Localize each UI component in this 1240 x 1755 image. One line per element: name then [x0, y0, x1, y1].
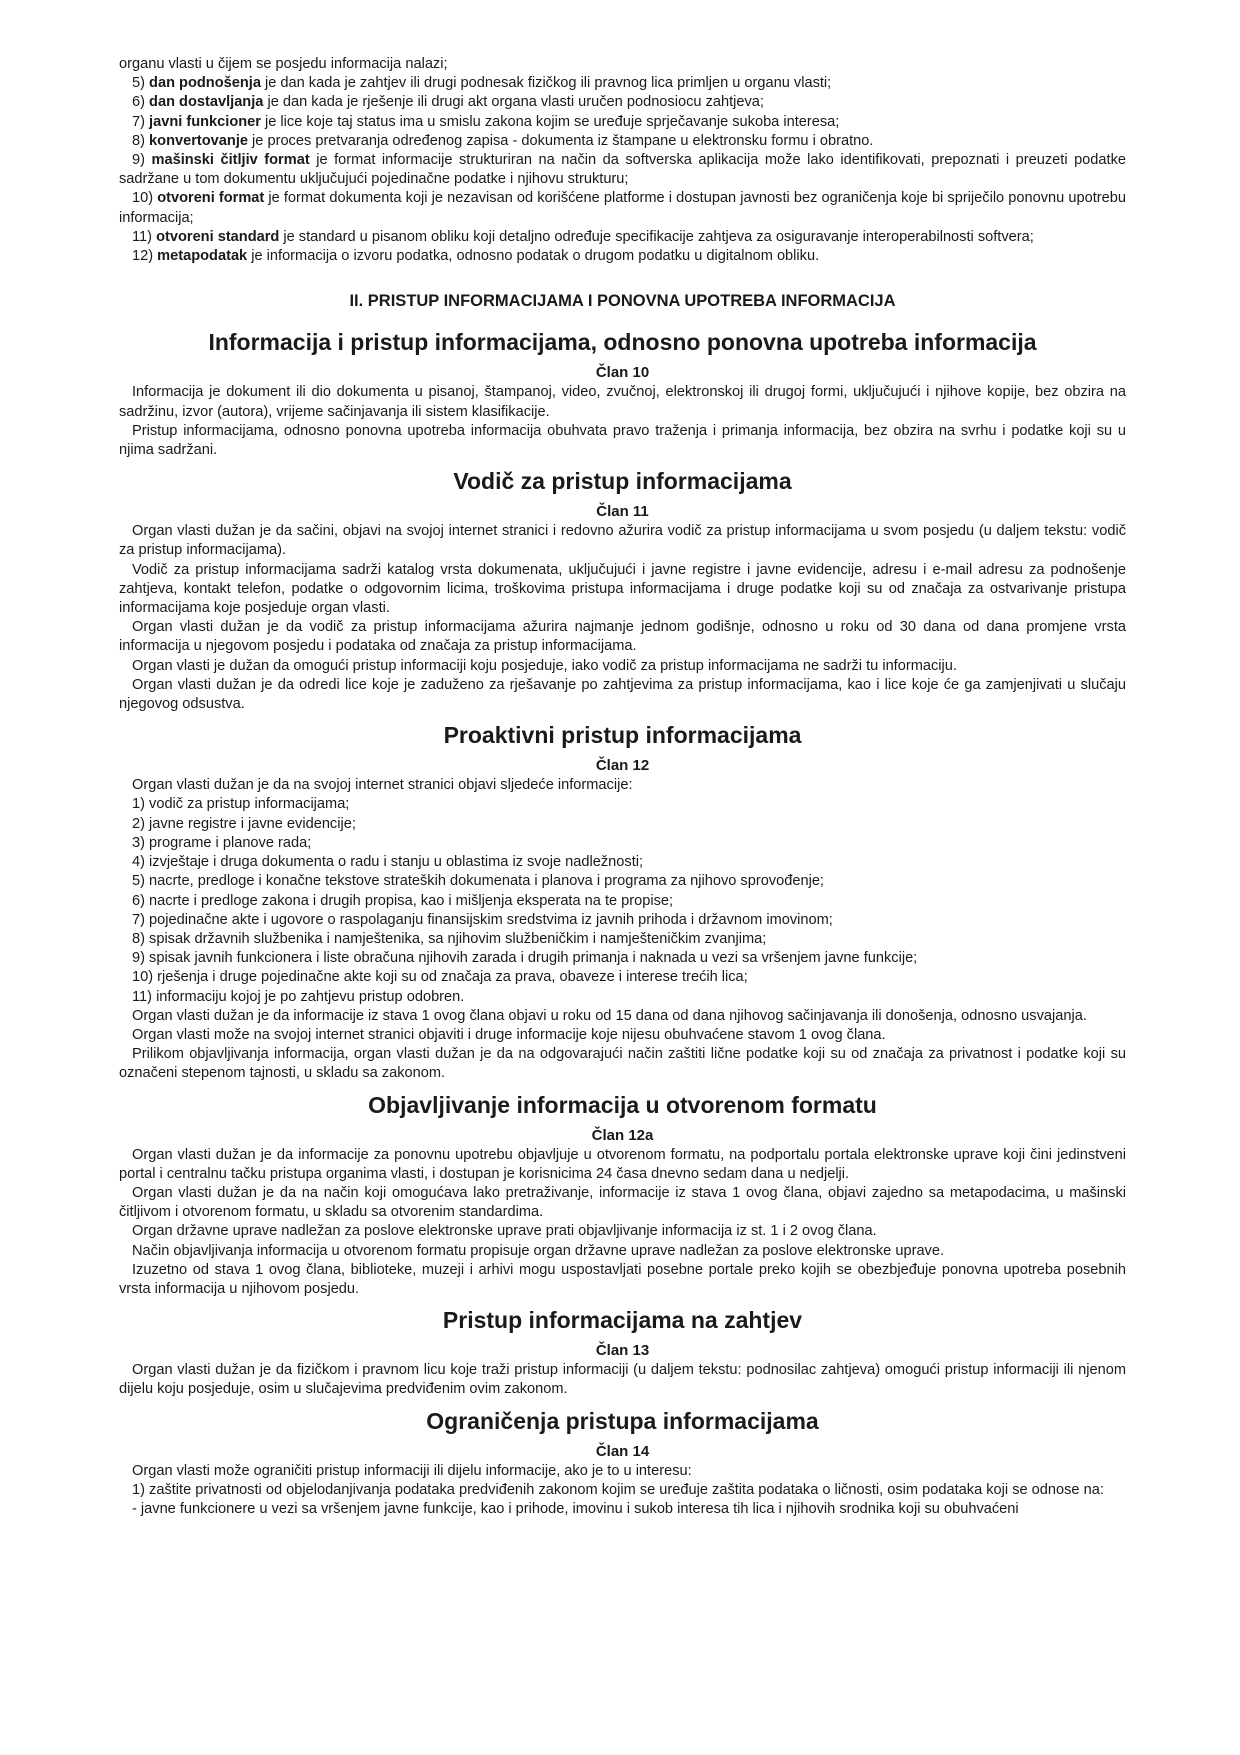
- definition-item: 10) otvoreni format je format dokumenta koji je nezavisan od korišćene platforme i dostupan javnosti bez ograničenja koje bi spriječilo ponovnu upotrebu informacija;: [119, 190, 1126, 226]
- article-number: Član 12a: [591, 1126, 654, 1144]
- article-section: [119, 1090, 1126, 1300]
- article-paragraph: 5) nacrte, predloge i konačne tekstove strateških dokumenata i planova i programa za njihovo sprovođenje;: [132, 873, 824, 890]
- article-paragraph: 7) pojedinačne akte i ugovore o raspolaganju finansijskim sredstvima iz javnih prihoda i državnom imovinom;: [132, 911, 833, 928]
- article-paragraph: Način objavljivanja informacija u otvorenom formatu propisuje organ državne uprave nadležan za poslove elektronske uprave.: [132, 1242, 945, 1259]
- article-number: Član 11: [596, 503, 649, 521]
- article-paragraph: Pristup informacijama, odnosno ponovna upotreba informacija obuhvata pravo traženja i primanja informacija, bez obzira na svrhu i podatke koji su u njima sadržani.: [119, 422, 1126, 459]
- article-paragraph: Organ vlasti je dužan da omogući pristup informaciji koju posjeduje, iako vodič za pristup informacijama ne sadrži tu informaciju.: [132, 657, 957, 674]
- article-number: Član 13: [595, 1342, 650, 1360]
- section-heading: Vodič za pristup informacijama: [453, 468, 792, 495]
- definition-item: 7) javni funkcioner je lice koje taj status ima u smislu zakona kojim se uređuje sprječavanje sukoba interesa;: [132, 113, 840, 130]
- article-paragraph: Organ vlasti može ograničiti pristup informaciji ili dijelu informacije, ako je to u interesu:: [132, 1462, 692, 1479]
- section-heading: Objavljivanje informacija u otvorenom formatu: [368, 1091, 877, 1118]
- chapter-title: II. PRISTUP INFORMACIJAMA I PONOVNA UPOTREBA INFORMACIJA: [349, 292, 896, 311]
- article-paragraph: Organ vlasti dužan je da fizičkom i pravnom licu koje traži pristup informaciji (u daljem tekstu: podnosilac zahtjeva) omogući pristup informaciji ili njenom dijelu koju posjeduje, osim u slučajevima predviđenim ovim zakonom.: [119, 1362, 1126, 1398]
- article-paragraph: Informacija je dokument ili dio dokumenta u pisanoj, štampanoj, video, zvučnoj, elektronskoj ili drugoj formi, uključujući i njihove kopije, bez obzira na sadržinu, izvor (autora), vrijeme sačinjavanja ili sistem klasifikacije.: [119, 384, 1126, 420]
- article-section: [119, 466, 1126, 714]
- article-paragraph: Izuzetno od stava 1 ovog člana, biblioteke, muzeji i arhivi mogu uspostavljati posebne portale preko kojih se obezbjeđuje ponovna upotreba posebnih vrsta informacija u njihovom posjedu.: [119, 1261, 1126, 1297]
- article-paragraph: 8) spisak državnih službenika i namještenika, sa njihovim službeničkim i namješteničkim zvanjima;: [132, 930, 767, 947]
- article-section: [119, 1305, 1126, 1399]
- article-paragraph: 1) vodič za pristup informacijama;: [132, 796, 350, 813]
- article-paragraph: Organ vlasti dužan je da informacije iz stava 1 ovog člana objavi u roku od 15 dana od dana njihovog sačinjavanja ili donošenja, odnosno usvajanja.: [132, 1007, 1087, 1024]
- definition-item: 6) dan dostavljanja je dan kada je rješenje ili drugi akt organa vlasti uručen podnosiocu zahtjeva;: [132, 94, 764, 111]
- article-paragraph: 10) rješenja i druge pojedinačne akte koji su od značaja za prava, obaveze i interese trećih lica;: [132, 969, 748, 986]
- article-paragraph: 3) programe i planove rada;: [132, 834, 312, 851]
- article-paragraph: 4) izvještaje i druga dokumenta o radu i stanju u oblastima iz svoje nadležnosti;: [132, 854, 644, 871]
- article-paragraph: - javne funkcionere u vezi sa vršenjem javne funkcije, kao i prihode, imovinu i sukob interesa tih lica i njihovih srodnika koji su obuhvaćeni: [132, 1500, 1019, 1517]
- section-heading: Ograničenja pristupa informacijama: [426, 1407, 819, 1434]
- section-heading: Proaktivni pristup informacijama: [443, 722, 802, 749]
- article-number: Član 14: [595, 1442, 650, 1460]
- article-paragraph: Organ vlasti dužan je da na svojoj internet stranici objavi sljedeće informacije:: [132, 777, 633, 794]
- article-paragraph: Vodič za pristup informacijama sadrži katalog vrsta dokumenata, uključujući i javne registre i javne evidencije, adresu i e-mail adresu za podnošenje zahtjeva, kontakt telefon, podatke o odgovornim licima, troškovima pristupa informacijama i druge podatke koji su od značaja za ostvarivanje pristupa informacijama koje posjeduje organ vlasti.: [119, 561, 1126, 617]
- article-paragraph: 6) nacrte i predloge zakona i drugih propisa, kao i mišljenja eksperata na te propise;: [132, 892, 674, 909]
- article-paragraph: 11) informaciju kojoj je po zahtjevu pristup odobren.: [132, 988, 465, 1005]
- article-section: [119, 1406, 1126, 1520]
- article-paragraph: Organ vlasti dužan je da sačini, objavi na svojoj internet stranici i redovno ažurira vodič za pristup informacijama u svom posjedu (u daljem tekstu: vodič za pristup informacijama).: [119, 523, 1126, 559]
- article-paragraph: Organ vlasti dužan je da odredi lice koje je zaduženo za rješavanje po zahtjevima za pristup informacijama, kao i lice koje će ga zamjenjivati u slučaju njegovog odsustva.: [119, 676, 1126, 713]
- section-heading: Informacija i pristup informacijama, odnosno ponovna upotreba informacija: [208, 329, 1037, 356]
- definition-item: 9) mašinski čitljiv format je format informacije strukturiran na način da softverska aplikacija može lako identifikovati, prepoznati i preuzeti podatke sadržane u tom dokumentu uključujući pojedinačne podatke i njihovu strukturu;: [119, 152, 1126, 188]
- article-paragraph: Organ vlasti može na svojoj internet stranici objaviti i druge informacije koje nijesu obuhvaćene stavom 1 ovog člana.: [132, 1026, 886, 1043]
- definition-item: 12) metapodatak je informacija o izvoru podatka, odnosno podatak o drugom podatku u digitalnom obliku.: [132, 248, 820, 265]
- definitions-list: [119, 74, 1126, 266]
- article-paragraph: 2) javne registre i javne evidencije;: [132, 815, 356, 832]
- definition-item: 11) otvoreni standard je standard u pisanom obliku koji detaljno određuje specifikacije zahtjeva za osiguravanje interoperabilnosti softvera;: [132, 228, 1034, 245]
- article-paragraph: Prilikom objavljivanja informacija, organ vlasti dužan je da na odgovarajući način zaštiti lične podatke koji su od značaja za privatnost i podatke koji su označeni stepenom tajnosti, u skladu sa zakonom.: [119, 1046, 1126, 1082]
- sections-container: [119, 327, 1126, 1519]
- document-page: [119, 55, 1126, 1519]
- article-section: [119, 720, 1126, 1083]
- article-number: Član 12: [595, 757, 650, 775]
- article-paragraph: Organ državne uprave nadležan za poslove elektronske uprave prati objavljivanje informacija iz st. 1 i 2 ovog člana.: [132, 1223, 877, 1240]
- article-paragraph: 1) zaštite privatnosti od objelodanjivanja podataka predviđenih zakonom kojim se uređuje zaštita podataka o ličnosti, osim podataka koji se odnose na:: [132, 1481, 1104, 1498]
- intro-text: organu vlasti u čijem se posjedu informacija nalazi;: [119, 56, 448, 72]
- definition-item: 8) konvertovanje je proces pretvaranja određenog zapisa - dokumenta iz štampane u elektronsku formu i obratno.: [132, 132, 874, 149]
- article-paragraph: Organ vlasti dužan je da na način koji omogućava lako pretraživanje, informacije iz stava 1 ovog člana, objavi zajedno sa metapodacima, u mašinski čitljivom i otvorenom formatu, u skladu sa otvorenim standardima.: [119, 1184, 1126, 1221]
- article-paragraph: 9) spisak javnih funkcionera i liste obračuna njihovih zarada i drugih primanja i naknada u vezi sa vršenjem javne funkcije;: [132, 950, 918, 967]
- definition-item: 5) dan podnošenja je dan kada je zahtjev ili drugi podnesak fizičkog ili pravnog lica primljen u organu vlasti;: [132, 75, 832, 92]
- section-heading: Pristup informacijama na zahtjev: [442, 1307, 803, 1334]
- article-paragraph: Organ vlasti dužan je da informacije za ponovnu upotrebu objavljuje u otvorenom formatu, na podportalu portala elektronske uprave koji čini jedinstveni portal i centralnu tačku pristupa organima vlasti, i dostupan je korisnicima 24 časa dnevno sedam dana u nedjelji.: [119, 1146, 1126, 1182]
- article-number: Član 10: [595, 364, 650, 382]
- article-section: [119, 327, 1126, 460]
- article-paragraph: Organ vlasti dužan je da vodič za pristup informacijama ažurira najmanje jednom godišnje, odnosno u roku od 30 dana od dana promjene vrsta informacija u njegovom posjedu i podataka od značaja za pristup informacijama.: [119, 619, 1126, 655]
